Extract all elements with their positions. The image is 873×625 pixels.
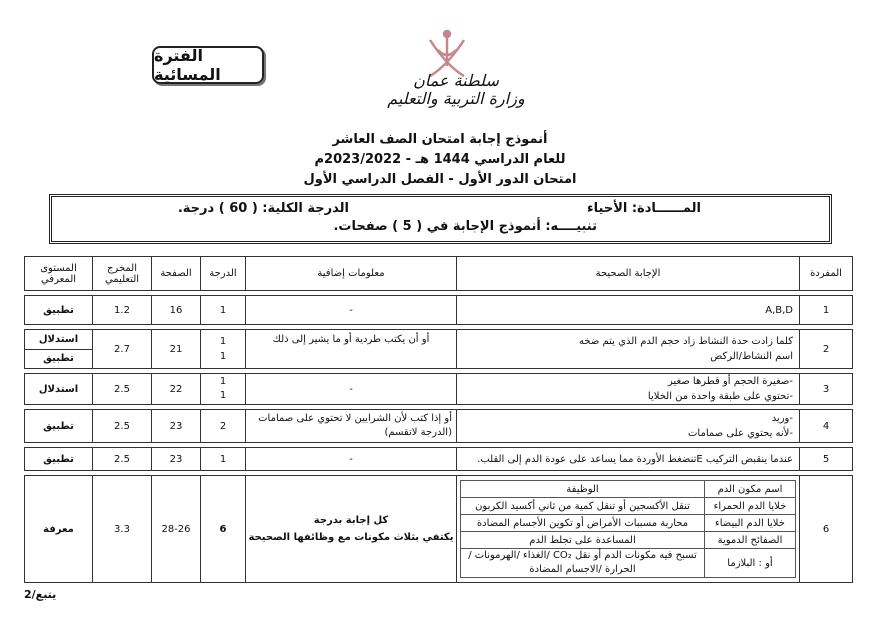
extra-cell (245, 475, 456, 583)
extra-line: يكتفي بثلاث مكونات مع وظائفها الصحيحة (248, 532, 454, 543)
col-header-answer: الإجابة الصحيحة (456, 256, 799, 291)
level-value: استدلال (25, 330, 92, 350)
marks-cell: 2 (200, 409, 245, 443)
answer-cell (456, 295, 799, 325)
ministry-line-1: سلطنة عمان (413, 71, 499, 90)
level-cell: تطبيق (24, 447, 92, 471)
extra-cell: أو إذا كتب لأن الشرايين لا تحتوي على صمامات (الدرجة لاتقسم) (245, 409, 456, 443)
level-cell: استدلال (24, 373, 92, 405)
item-number: 5 (799, 447, 853, 471)
extra-cell: - (245, 295, 456, 325)
extra-cell: - (245, 447, 456, 471)
sub-header: الوظيفة (461, 481, 705, 498)
ministry-line-2: وزارة التربية والتعليم (387, 89, 525, 108)
marks-cell: 1 (200, 295, 245, 325)
answer-line: -لأنه يحتوي على صمامات (688, 428, 793, 439)
marks-cell (200, 373, 245, 405)
sub-header: اسم مكون الدم (705, 481, 796, 498)
exam-title: أنموذج إجابة امتحان الصف العاشر (332, 132, 548, 147)
extra-cell: أو أن يكتب طردية أو ما يشير إلى ذلك (245, 329, 456, 369)
outcome-cell: 2.5 (92, 447, 151, 471)
total-marks: الدرجة الكلية: ( 60 ) درجة. (177, 201, 349, 216)
blood-components-table (460, 480, 796, 578)
table-row (24, 295, 853, 325)
sub-row (461, 515, 796, 532)
table-row (24, 409, 853, 443)
item-number: 6 (799, 475, 853, 583)
component-name: أو : البلازما (705, 549, 796, 578)
answer-cell (456, 475, 799, 583)
answer-cell (456, 373, 799, 405)
mark-value: 1 (219, 376, 227, 387)
answer-line: -وريد (771, 413, 793, 424)
component-name: خلايا الدم البيضاء (705, 515, 796, 532)
marks-cell: 6 (200, 475, 245, 583)
col-header-outcome: المخرج التعليمي (92, 256, 151, 291)
marks-cell (200, 329, 245, 369)
outcome-cell: 2.5 (92, 373, 151, 405)
sub-header-row (461, 481, 796, 498)
page-cell: 23 (151, 409, 200, 443)
table-row (24, 475, 853, 583)
exam-header (300, 130, 580, 190)
ministry-logo (386, 72, 526, 108)
answer-table (24, 252, 853, 587)
level-cell (24, 329, 92, 369)
sub-row (461, 532, 796, 549)
outcome-cell: 2.7 (92, 329, 151, 369)
follow-note: يتبع/2 (24, 588, 57, 601)
sub-row (461, 498, 796, 515)
mark-value: 1 (219, 336, 227, 347)
col-header-page: الصفحة (151, 256, 200, 291)
pages-note: تنبيــــه: أنموذج الإجابة في ( 5 ) صفحات. (333, 219, 597, 234)
component-function: تسبح فيه مكونات الدم أو نقل CO₂ /الغذاء /الهرمونات /الحرارة /الاجسام المضادة (461, 549, 705, 578)
col-header-extra: معلومات إضافية (245, 256, 456, 291)
component-name: خلايا الدم الحمراء (705, 498, 796, 515)
page-cell: 22 (151, 373, 200, 405)
answer-line: اسم النشاط/الركض (710, 351, 793, 362)
item-number: 3 (799, 373, 853, 405)
answer-line: -صغيرة الحجم أو قطرها صغير (667, 376, 793, 387)
item-number: 2 (799, 329, 853, 369)
answer-line: -تحتوي على طبقة واحدة من الخلايا (647, 391, 793, 402)
level-cell: تطبيق (24, 409, 92, 443)
outcome-cell: 2.5 (92, 409, 151, 443)
answer-cell (456, 409, 799, 443)
mark-value: 1 (219, 351, 227, 362)
extra-cell: - (245, 373, 456, 405)
col-header-item: المفردة (799, 256, 853, 291)
level-cell: تطبيق (24, 295, 92, 325)
component-function: محاربة مسببات الأمراض أو تكوين الأجسام المضادة (461, 515, 705, 532)
col-header-level: المستوى المعرفي (24, 256, 92, 291)
table-row (24, 329, 853, 369)
item-number: 1 (799, 295, 853, 325)
answer-line: كلما زادت حدة النشاط زاد حجم الدم الذي يتم ضخه (579, 336, 793, 347)
academic-year: للعام الدراسي 1444 هـ - 2023/2022م (314, 152, 566, 167)
answer-line: عندما ينقبض التركيب Eتنضغط الأوردة مما يساعد على عودة الدم إلى القلب. (477, 453, 793, 465)
level-cell: معرفة (24, 475, 92, 583)
col-header-marks: الدرجة (200, 256, 245, 291)
sub-row (461, 549, 796, 578)
marks-cell: 1 (200, 447, 245, 471)
period-label: الفترة المسائية (152, 46, 264, 84)
outcome-cell: 1.2 (92, 295, 151, 325)
level-value: تطبيق (43, 353, 74, 365)
extra-line: كل إجابة بدرجة (313, 515, 389, 526)
exam-info-box (49, 194, 832, 244)
mark-value: 1 (219, 390, 227, 401)
component-function: المساعدة على تجلط الدم (461, 532, 705, 549)
subject-label: المــــــادة: الأحياء (586, 201, 701, 216)
page-cell: 23 (151, 447, 200, 471)
outcome-cell: 3.3 (92, 475, 151, 583)
page-cell: 16 (151, 295, 200, 325)
answer-cell (456, 329, 799, 369)
page-cell: 21 (151, 329, 200, 369)
table-row (24, 447, 853, 471)
component-name: الصفائح الدموية (705, 532, 796, 549)
answer-cell (456, 447, 799, 471)
table-row (24, 373, 853, 405)
exam-session: امتحان الدور الأول - الفصل الدراسي الأول (303, 172, 577, 187)
component-function: تنقل الأكسجين أو تنقل كمية من ثاني أكسيد الكربون (461, 498, 705, 515)
page-cell: 28-26 (151, 475, 200, 583)
answer-line: A,B,D (765, 304, 793, 316)
item-number: 4 (799, 409, 853, 443)
table-header-row (24, 256, 853, 291)
